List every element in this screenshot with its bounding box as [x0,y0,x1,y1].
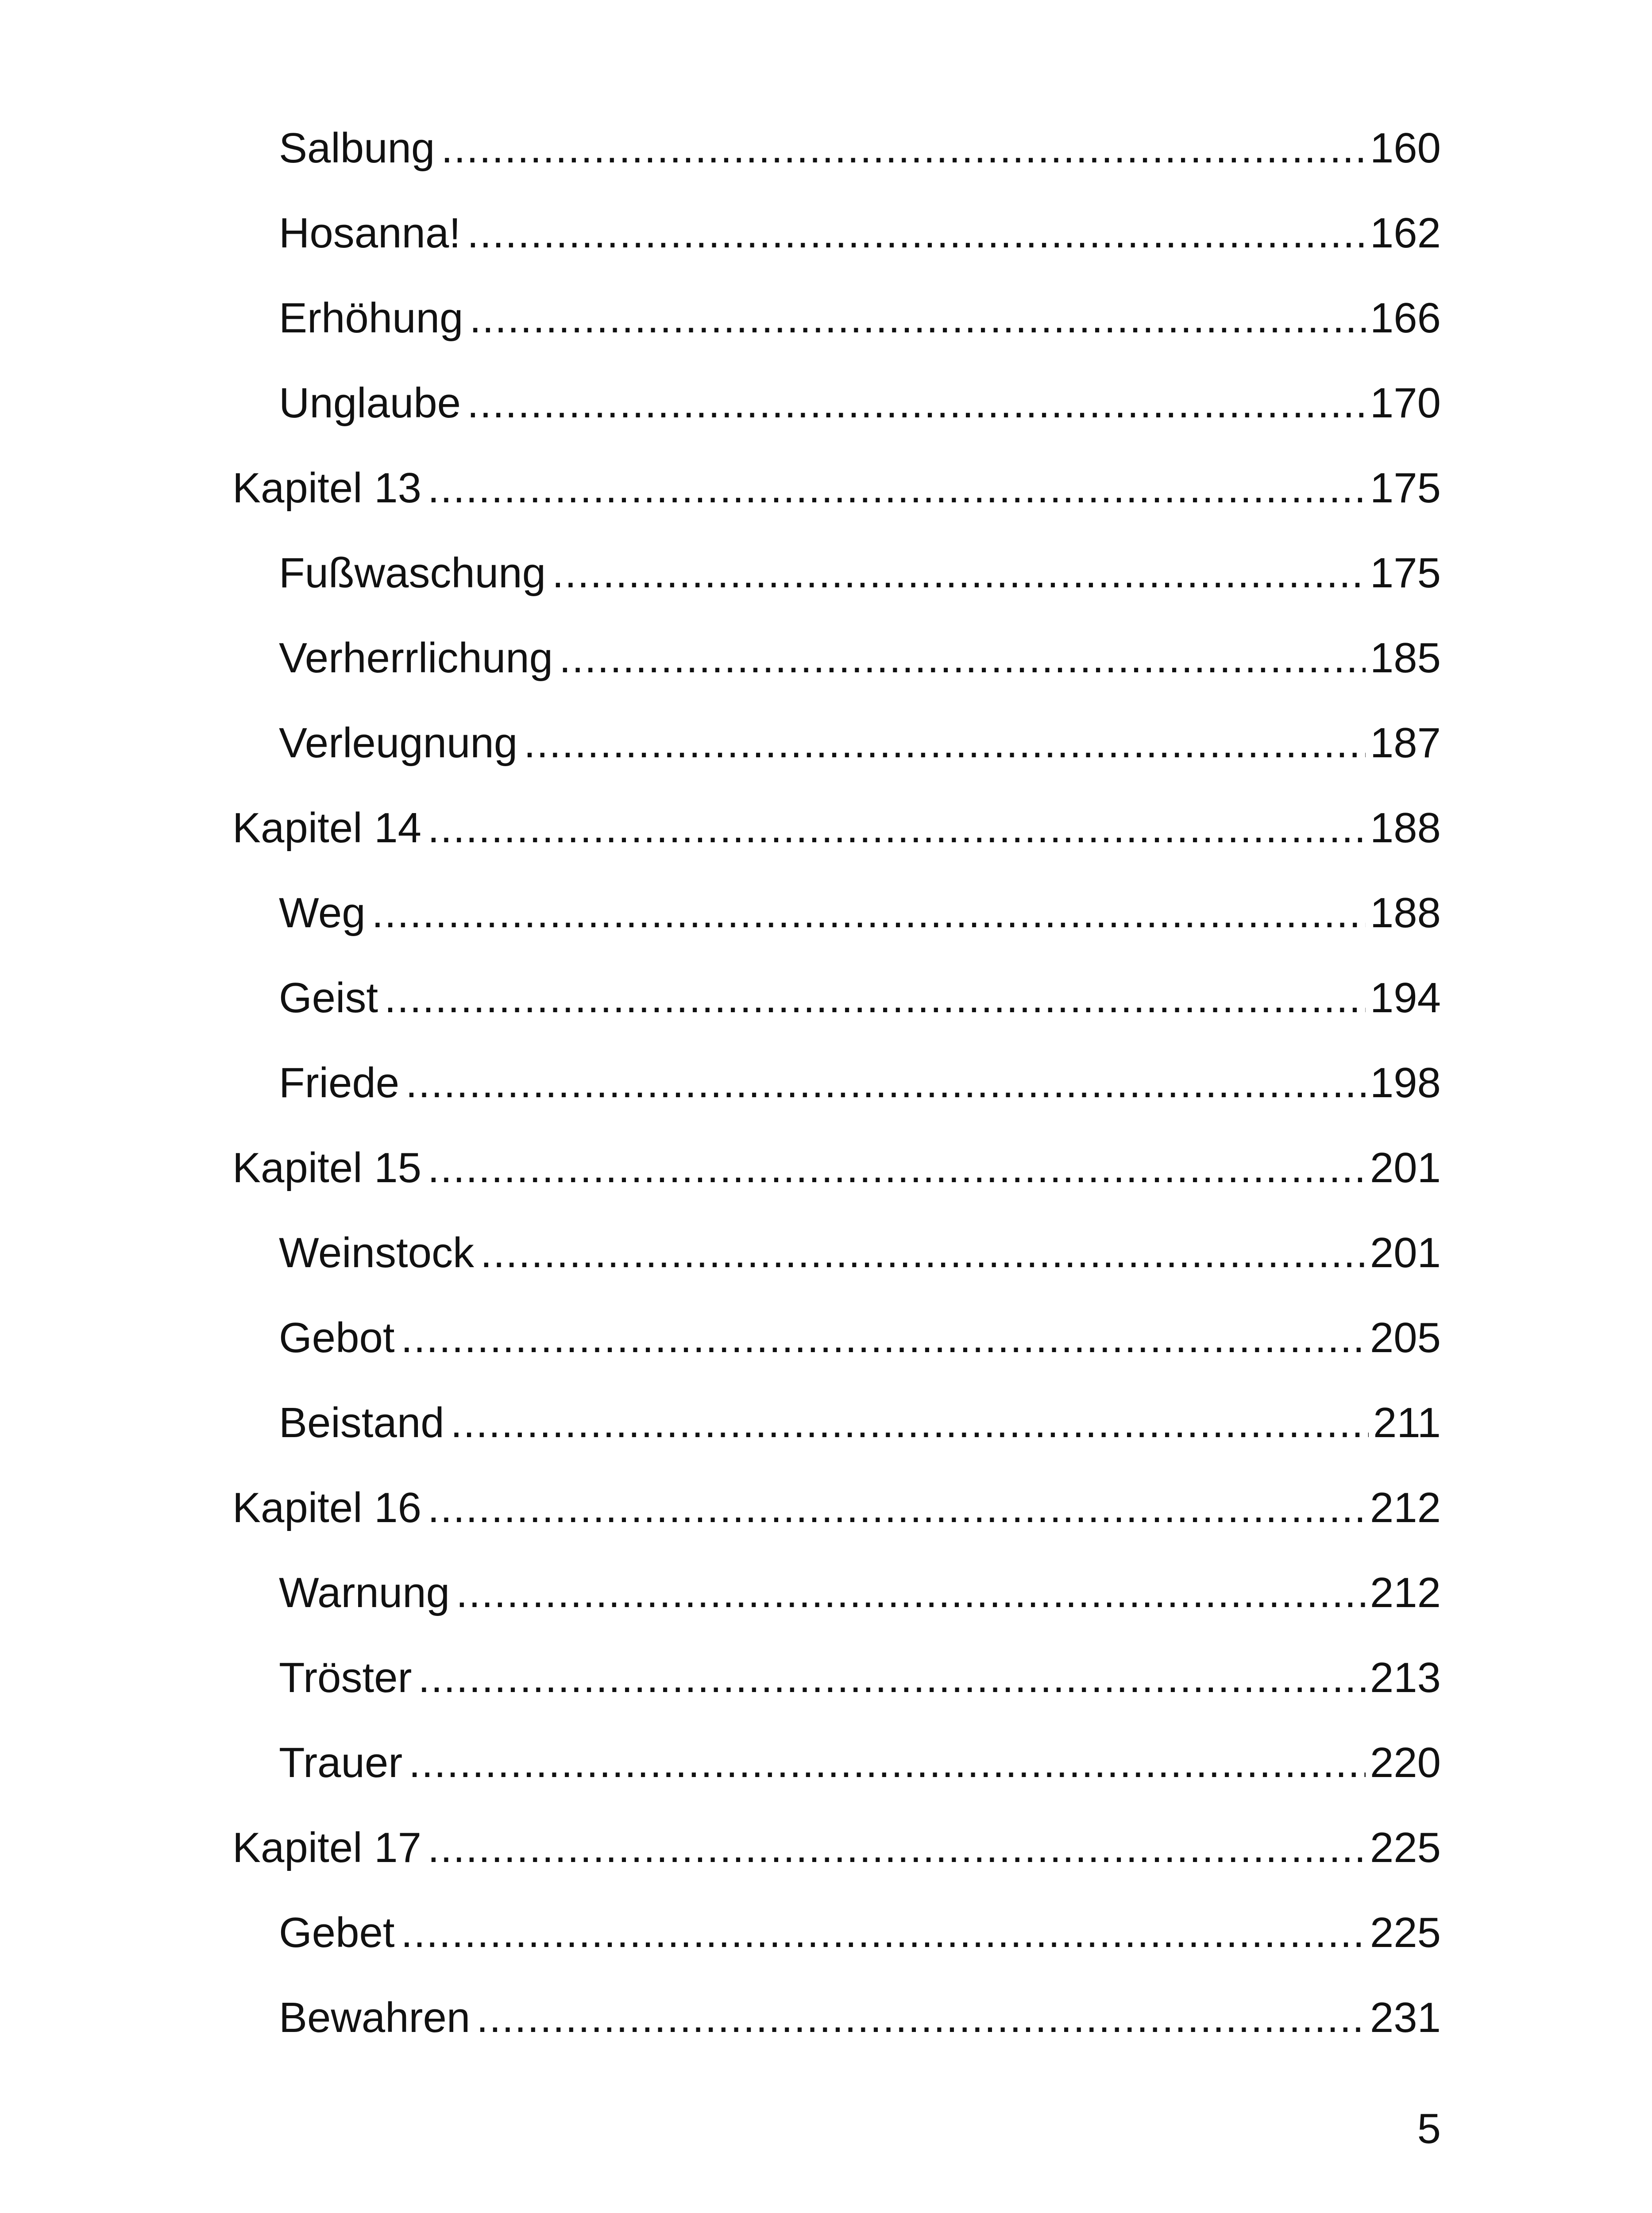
dot-leader [469,289,1365,347]
toc-entry-title: Friede [279,1059,400,1106]
toc-entry[interactable] [232,629,1441,714]
dot-leader [418,1649,1365,1707]
toc-entry-page: 212 [1370,1484,1441,1531]
dot-leader [409,1734,1366,1792]
toc-entry-title: Verherrlichung [279,634,553,682]
toc-entry-title: Verleugnung [279,719,518,767]
toc-entry-title: Beistand [279,1399,444,1446]
toc-entry-page: 194 [1370,974,1441,1022]
toc-entry[interactable] [232,1904,1441,1989]
toc-entry-title: Kapitel 14 [232,804,421,852]
dot-leader [524,714,1366,772]
toc-chapter-entry[interactable] [232,1819,1441,1904]
toc-entry[interactable] [232,1649,1441,1734]
toc-entry[interactable] [232,1394,1441,1479]
toc-entry[interactable] [232,969,1441,1054]
dot-leader [372,884,1366,942]
toc-entry[interactable] [232,544,1441,629]
toc-entry-title: Geist [279,974,378,1022]
toc-entry-page: 175 [1370,464,1441,512]
dot-leader [480,1224,1366,1282]
toc-entry[interactable] [232,1054,1441,1139]
toc-entry-page: 185 [1370,634,1441,682]
toc-entry-page: 211 [1373,1399,1441,1446]
toc-entry[interactable] [232,374,1441,459]
dot-leader [428,799,1366,857]
toc-entry-page: 225 [1370,1824,1441,1871]
toc-entry-title: Unglaube [279,379,461,427]
dot-leader [405,1054,1366,1112]
toc-entry[interactable] [232,120,1441,204]
toc-chapter-entry[interactable] [232,459,1441,544]
toc-entry-title: Gebet [279,1909,395,1956]
dot-leader [401,1309,1366,1367]
toc-entry[interactable] [232,1989,1441,2074]
toc-entry-title: Gebot [279,1314,395,1361]
dot-leader [451,1394,1369,1452]
toc-entry-page: 225 [1370,1909,1441,1956]
toc-entry-page: 188 [1370,889,1441,937]
toc-entry[interactable] [232,1734,1441,1819]
toc-entry[interactable] [232,1564,1441,1649]
toc-chapter-entry[interactable] [232,799,1441,884]
table-of-contents [232,120,1441,2074]
toc-entry-page: 175 [1370,549,1441,597]
toc-entry-title: Weg [279,889,366,937]
dot-leader [467,204,1366,262]
toc-entry-title: Kapitel 15 [232,1144,421,1191]
dot-leader [476,1989,1366,2047]
page-number: 5 [1417,2105,1441,2152]
toc-chapter-entry[interactable] [232,1139,1441,1224]
toc-entry-page: 198 [1370,1059,1441,1106]
toc-entry-title: Trauer [279,1739,403,1786]
dot-leader [428,1139,1366,1197]
toc-entry-page: 220 [1370,1739,1441,1786]
dot-leader [552,544,1366,602]
toc-entry-page: 166 [1370,294,1441,342]
toc-entry-title: Tröster [279,1654,412,1701]
toc-entry-page: 201 [1370,1229,1441,1276]
dot-leader [467,374,1366,432]
toc-entry-page: 188 [1370,804,1441,852]
toc-entry-page: 201 [1370,1144,1441,1191]
toc-entry-title: Kapitel 13 [232,464,421,512]
toc-entry-title: Bewahren [279,1994,471,2041]
dot-leader [456,1564,1366,1622]
toc-entry[interactable] [232,714,1441,799]
toc-chapter-entry[interactable] [232,1479,1441,1564]
toc-entry-title: Fußwaschung [279,549,546,597]
toc-entry-title: Hosanna! [279,209,461,257]
toc-entry-page: 205 [1370,1314,1441,1361]
toc-entry-page: 187 [1370,719,1441,767]
dot-leader [559,629,1366,687]
dot-leader [428,1479,1366,1537]
toc-entry-page: 213 [1370,1654,1441,1701]
toc-entry-title: Kapitel 17 [232,1824,421,1871]
toc-entry-title: Salbung [279,124,435,172]
toc-entry[interactable] [232,884,1441,969]
toc-entry-page: 170 [1370,379,1441,427]
dot-leader [401,1904,1366,1962]
toc-entry-page: 160 [1370,124,1441,172]
dot-leader [428,1819,1366,1877]
toc-entry-page: 212 [1370,1569,1441,1616]
toc-entry-title: Weinstock [279,1229,475,1276]
toc-entry[interactable] [232,1224,1441,1309]
toc-entry[interactable] [232,1309,1441,1394]
toc-entry-title: Warnung [279,1569,450,1616]
dot-leader [428,459,1366,517]
toc-entry-page: 231 [1370,1994,1441,2041]
dot-leader [384,969,1366,1027]
toc-entry-title: Erhöhung [279,294,463,342]
toc-entry-page: 162 [1370,209,1441,257]
toc-entry[interactable] [232,204,1441,289]
toc-entry[interactable] [232,289,1441,374]
toc-entry-title: Kapitel 16 [232,1484,421,1531]
dot-leader [441,120,1366,177]
